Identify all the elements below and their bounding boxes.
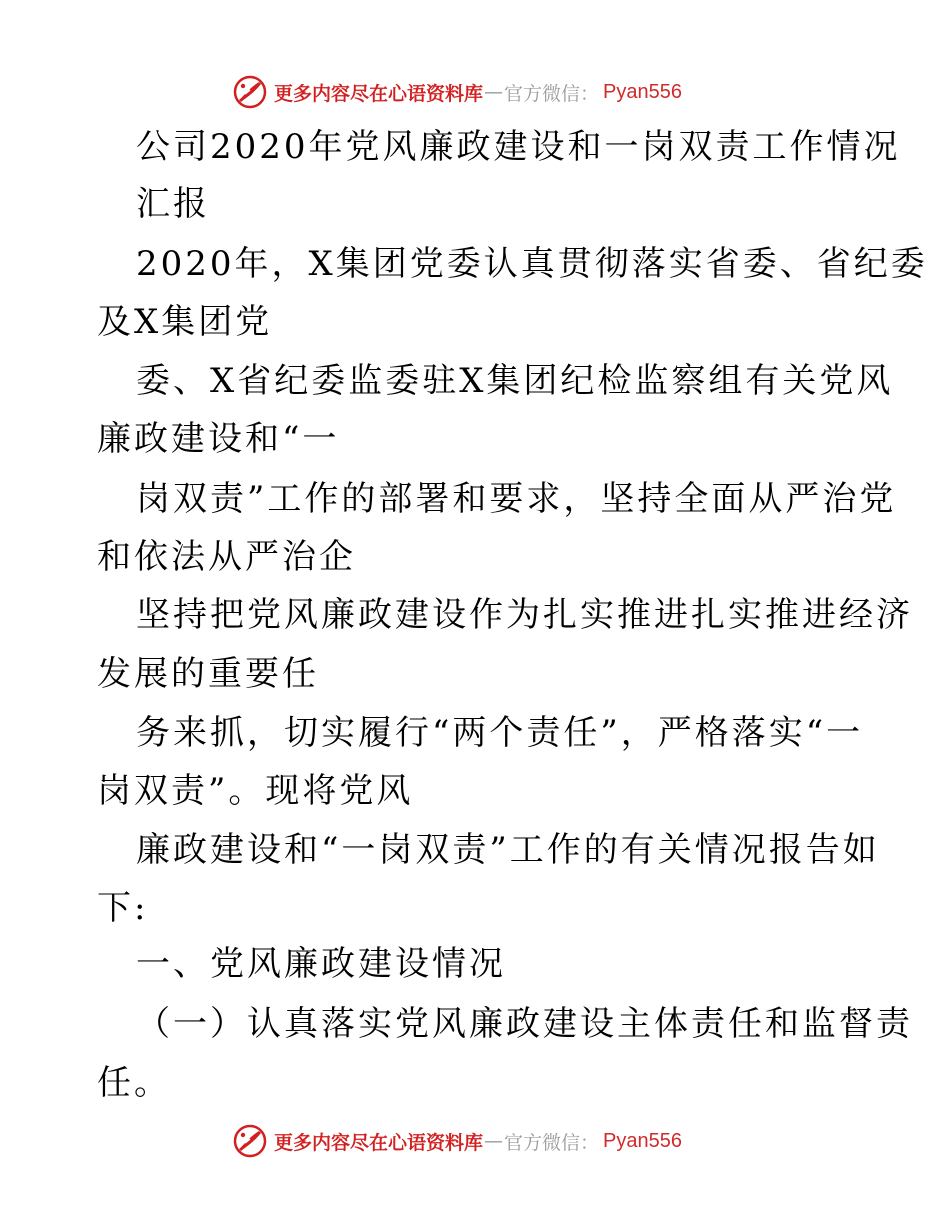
paragraph-line: 务来抓，切实履行“两个责任”，严格落实“一: [136, 713, 864, 753]
paragraph-line: 下:: [97, 888, 149, 928]
pen-nib-logo-icon: [232, 74, 268, 110]
watermark-site-text: 更多内容尽在心语资料库: [274, 1131, 484, 1154]
watermark-wechat-label: 官方微信：: [504, 1131, 600, 1154]
watermark-wechat-label: 官方微信：: [504, 82, 600, 105]
watermark-wechat-id: Pyan556: [603, 1129, 682, 1152]
paragraph-line: 廉政建设和“一岗双责”工作的有关情况报告如: [136, 830, 880, 870]
watermark-separator: —: [484, 81, 504, 103]
watermark-site-text: 更多内容尽在心语资料库: [274, 82, 484, 105]
paragraph-line: 及X集团党: [97, 302, 273, 342]
document-title-line-2: 汇报: [136, 184, 210, 224]
paragraph-line: 2020年，X集团党委认真贯彻落实省委、省纪委: [136, 244, 928, 284]
paragraph-line: 和依法从严治企: [97, 537, 356, 577]
header-watermark-banner: [232, 72, 732, 112]
subsection-heading: （一）认真落实党风廉政建设主体责任和监督责: [136, 1004, 913, 1044]
paragraph-line: 坚持把党风廉政建设作为扎实推进扎实推进经济: [136, 595, 913, 635]
paragraph-line: 岗双责”工作的部署和要求，坚持全面从严治党: [136, 479, 897, 519]
paragraph-line: 岗双责”。现将党风: [97, 771, 414, 811]
watermark-wechat-id: Pyan556: [603, 80, 682, 103]
document-title-line-1: 公司2020年党风廉政建设和一岗双责工作情况: [136, 127, 901, 167]
section-heading: 一、党风廉政建设情况: [136, 944, 506, 984]
paragraph-line: 委、X省纪委监委驻X集团纪检监察组有关党风: [136, 361, 894, 401]
paragraph-line: 廉政建设和“一: [97, 419, 340, 459]
watermark-separator: —: [484, 1130, 504, 1152]
footer-watermark-banner: [232, 1121, 732, 1161]
paragraph-line: 任。: [97, 1063, 171, 1103]
pen-nib-logo-icon: [232, 1123, 268, 1159]
paragraph-line: 发展的重要任: [97, 654, 319, 694]
